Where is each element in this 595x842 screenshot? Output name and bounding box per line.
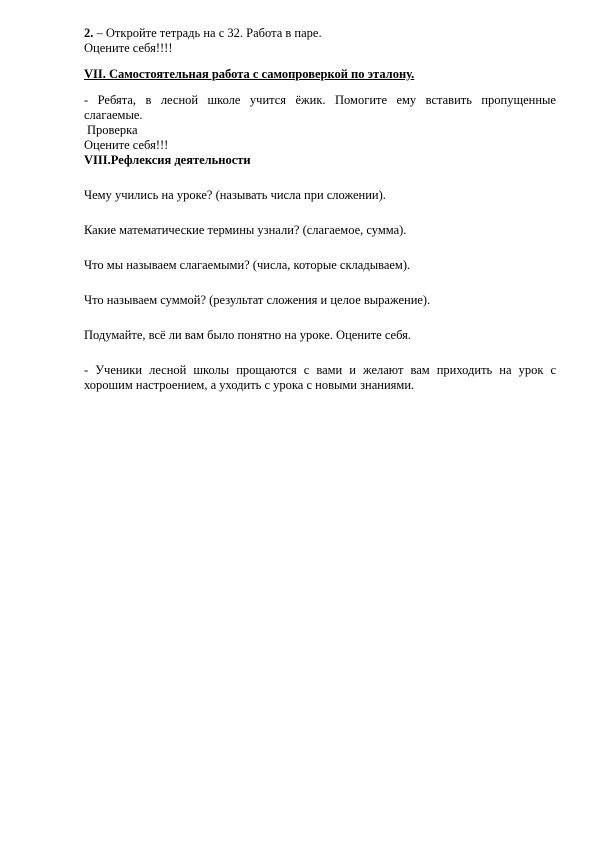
reflection-question-3: Что мы называем слагаемыми? (числа, которые складываем). <box>84 258 411 272</box>
section7-heading: VII. Самостоятельная работа с самопроверкой по эталону. <box>84 67 415 81</box>
section7-paragraph-line1: - Ребята, в лесной школе учится ёжик. Помогите ему вставить пропущенные <box>84 93 556 107</box>
reflection-question-5: Подумайте, всё ли вам было понятно на уроке. Оцените себя. <box>84 328 412 342</box>
task2-selfcheck: Оцените себя!!!! <box>84 41 173 55</box>
document-page <box>84 26 556 393</box>
reflection-question-4: Что называем суммой? (результат сложения и целое выражение). <box>84 293 431 307</box>
task2-text: – Откройте тетрадь на с 32. Работа в паре. <box>93 26 322 40</box>
closing-line-1: - Ученики лесной школы прощаются с вами и желают вам приходить на урок с <box>84 363 556 377</box>
reflection-question-2: Какие математические термины узнали? (слагаемое, сумма). <box>84 223 407 237</box>
task2-line <box>84 26 556 41</box>
section8-heading: VIII.Рефлексия деятельности <box>84 153 251 167</box>
section7-selfcheck: Оцените себя!!! <box>84 138 169 152</box>
closing-line-2: хорошим настроением, а уходить с урока с новыми знаниями. <box>84 378 415 392</box>
reflection-question-1: Чему учились на уроке? (называть числа при сложении). <box>84 188 386 202</box>
section7-paragraph-line2: слагаемые. <box>84 108 143 122</box>
section7-check: Проверка <box>87 123 138 137</box>
task2-number: 2. <box>84 26 94 40</box>
